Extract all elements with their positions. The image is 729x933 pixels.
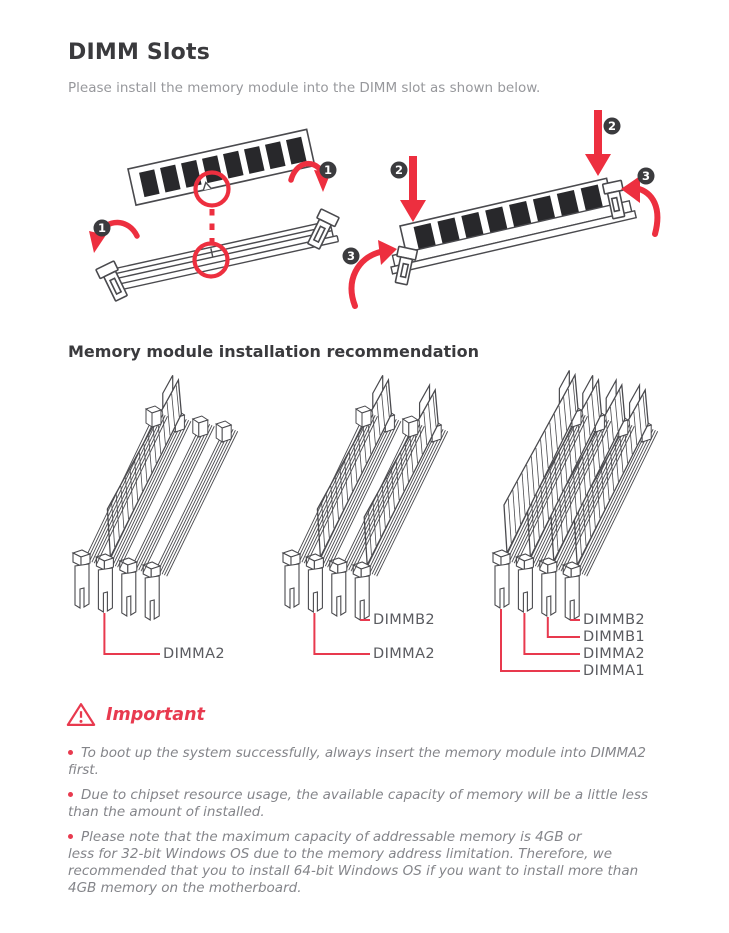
latch-close-arrow-left	[352, 240, 397, 306]
step-badge-label: 3	[641, 169, 651, 183]
dimm-slot-label: DIMMA2	[163, 646, 226, 662]
step-badge-2-left	[391, 162, 408, 179]
important-title: Important	[106, 704, 205, 725]
step-badge-label: 2	[394, 163, 404, 177]
dimm-slot-label: DIMMA1	[583, 663, 646, 679]
page-title: DIMM Slots	[68, 40, 211, 65]
slot-latch-open-left	[96, 261, 130, 303]
page-subtitle: Please install the memory module into the DIMM slot as shown below.	[68, 80, 541, 96]
bullet-line: Please note that the maximum capacity of addressable memory is 4GB or	[68, 829, 708, 846]
bullet-line: first.	[68, 762, 99, 778]
bullet-dot-icon	[68, 792, 73, 797]
bullet-dot-icon	[68, 834, 73, 839]
bullet-line: than the amount of installed.	[68, 804, 265, 820]
step-badge-3-left	[343, 248, 360, 265]
important-bullet	[68, 787, 708, 821]
step-badge-label: 1	[97, 221, 107, 235]
bullet-dot-icon	[68, 750, 73, 755]
important-header	[66, 701, 205, 728]
dimm-insert-diagram	[85, 112, 375, 312]
dimm-slot-label: DIMMB2	[373, 612, 436, 628]
recommendation-title: Memory module installation recommendation	[68, 342, 480, 361]
step-badge-2-right	[604, 118, 621, 135]
warning-triangle-icon	[66, 701, 96, 728]
dimm-slot-label: DIMMB1	[583, 629, 646, 645]
bullet-line: 4GB memory on the motherboard.	[68, 880, 302, 896]
bullet-line: Due to chipset resource usage, the available capacity of memory will be a little less	[68, 787, 708, 804]
bullet-line: less for 32-bit Windows OS due to the memory address limitation. Therefore, we	[68, 846, 613, 862]
bullet-line: recommended that you to install 64-bit Windows OS if you want to install more than	[68, 863, 639, 879]
memory-module	[128, 129, 315, 205]
step-badge-3-right	[638, 168, 655, 185]
dimm-slot-label: DIMMA2	[583, 646, 646, 662]
step-badge-label: 2	[607, 119, 617, 133]
step-badge-label: 3	[346, 249, 356, 263]
step-badge-label: 1	[323, 163, 333, 177]
important-bullet	[68, 745, 708, 779]
seated-module	[382, 174, 636, 274]
dimm-slot-label: DIMMA2	[373, 646, 436, 662]
dimm-slot-label: DIMMB2	[583, 612, 646, 628]
important-bullet	[68, 829, 708, 897]
step-badge-1-right	[320, 162, 337, 179]
step-badge-1-left	[94, 220, 111, 237]
bullet-line: To boot up the system successfully, always insert the memory module into DIMMA2	[68, 745, 708, 762]
dimm-press-diagram	[340, 110, 670, 310]
